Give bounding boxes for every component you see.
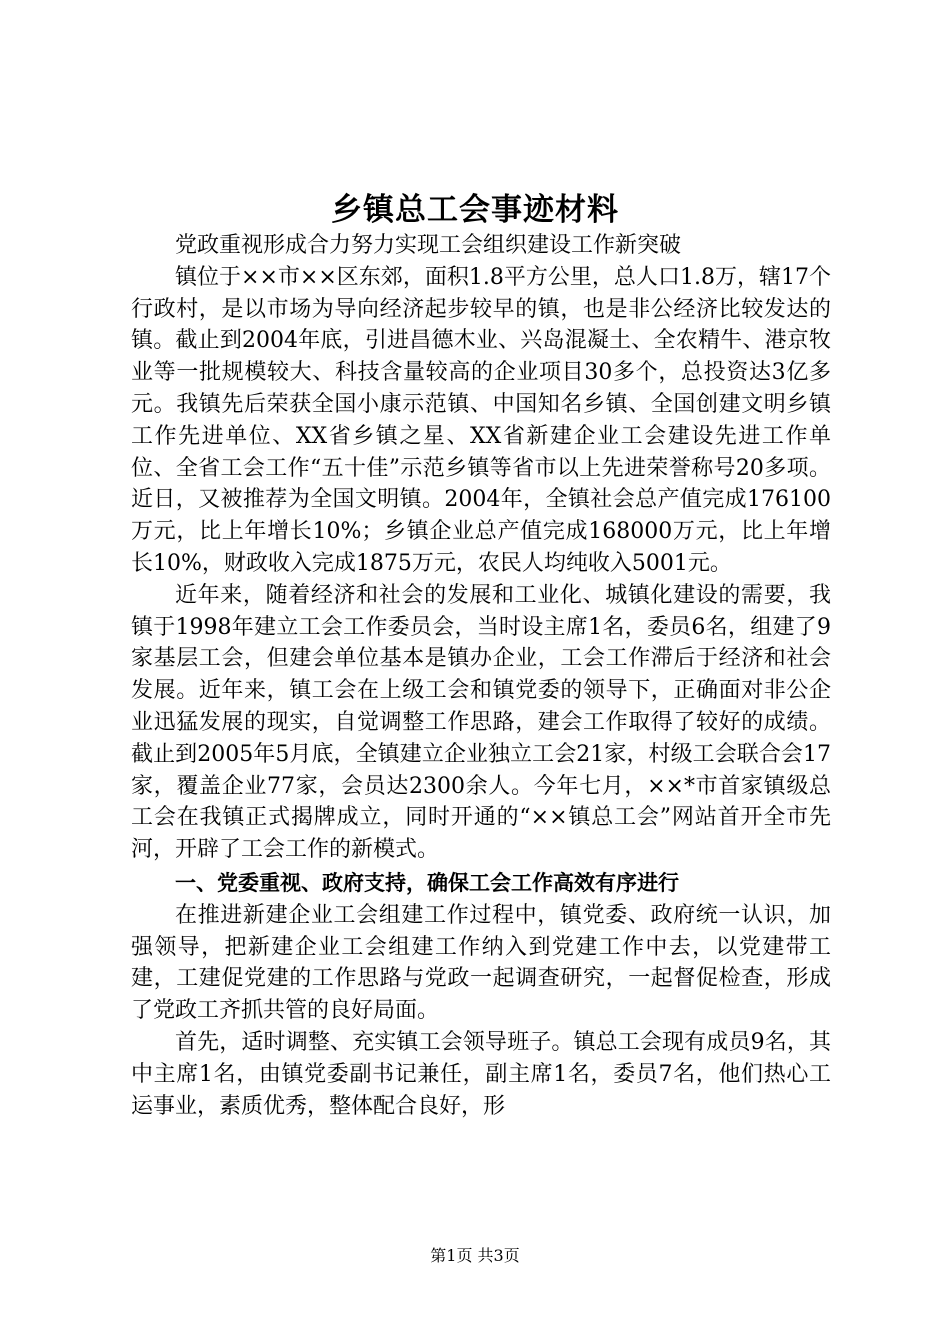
document-title: 乡镇总工会事迹材料: [331, 192, 619, 228]
body-paragraph: 首先，适时调整、充实镇工会领导班子。镇总工会现有成员9名，其中主席1名，由镇党委副书记兼任，副主席1名，委员7名，他们热心工运事业，素质优秀，整体配合良好，形: [131, 1029, 831, 1119]
body-paragraph: 镇位于××市××区东郊，面积1.8平方公里，总人口1.8万，辖17个行政村，是以市场为导向经济起步较早的镇，也是非公经济比较发达的镇。截止到2004年底，引进昌德木业、兴岛混凝土、全农精牛、港京牧业等一批规模较大、科技含量较高的企业项目30多个，总投资达3亿多元。我镇先后荣获全国小康示范镇、中国知名乡镇、全国创建文明乡镇工作先进单位、XX省乡镇之星、XX省新建企业工会建设先进工作单位、全省工会工作“五十佳”示范乡镇等省市以上先进荣誉称号20多项。近日，又被推荐为全国文明镇。2004年，全镇社会总产值完成176100万元，比上年增长10%；乡镇企业总产值完成168000万元，比上年增长10%，财政收入完成1875万元，农民人均纯收入5001元。: [131, 264, 831, 576]
body-paragraph: 近年来，随着经济和社会的发展和工业化、城镇化建设的需要，我镇于1998年建立工会工作委员会，当时设主席1名，委员6名，组建了9家基层工会，但建会单位基本是镇办企业，工会工作滞后于经济和社会发展。近年来，镇工会在上级工会和镇党委的领导下，正确面对非公企业迅猛发展的现实，自觉调整工作思路，建会工作取得了较好的成绩。截止到2005年5月底，全镇建立企业独立工会21家，村级工会联合会17家，覆盖企业77家，会员达2300余人。今年七月，××*市首家镇级总工会在我镇正式揭牌成立，同时开通的“××镇总工会”网站首开全市先河，开辟了工会工作的新模式。: [131, 582, 831, 863]
body-paragraph: 在推进新建企业工会组建工作过程中，镇党委、政府统一认识，加强领导，把新建企业工会组建工作纳入到党建工作中去，以党建带工建，工建促党建的工作思路与党政一起调查研究，一起督促检查，形成了党政工齐抓共管的良好局面。: [131, 902, 831, 1024]
document-body: [131, 230, 831, 1122]
section-heading: 一、党委重视、政府支持，确保工会工作高效有序进行: [175, 870, 679, 895]
subtitle-paragraph: 党政重视形成合力努力实现工会组织建设工作新突破: [175, 233, 682, 258]
page-number-footer: 第1页 共3页: [430, 1246, 520, 1265]
